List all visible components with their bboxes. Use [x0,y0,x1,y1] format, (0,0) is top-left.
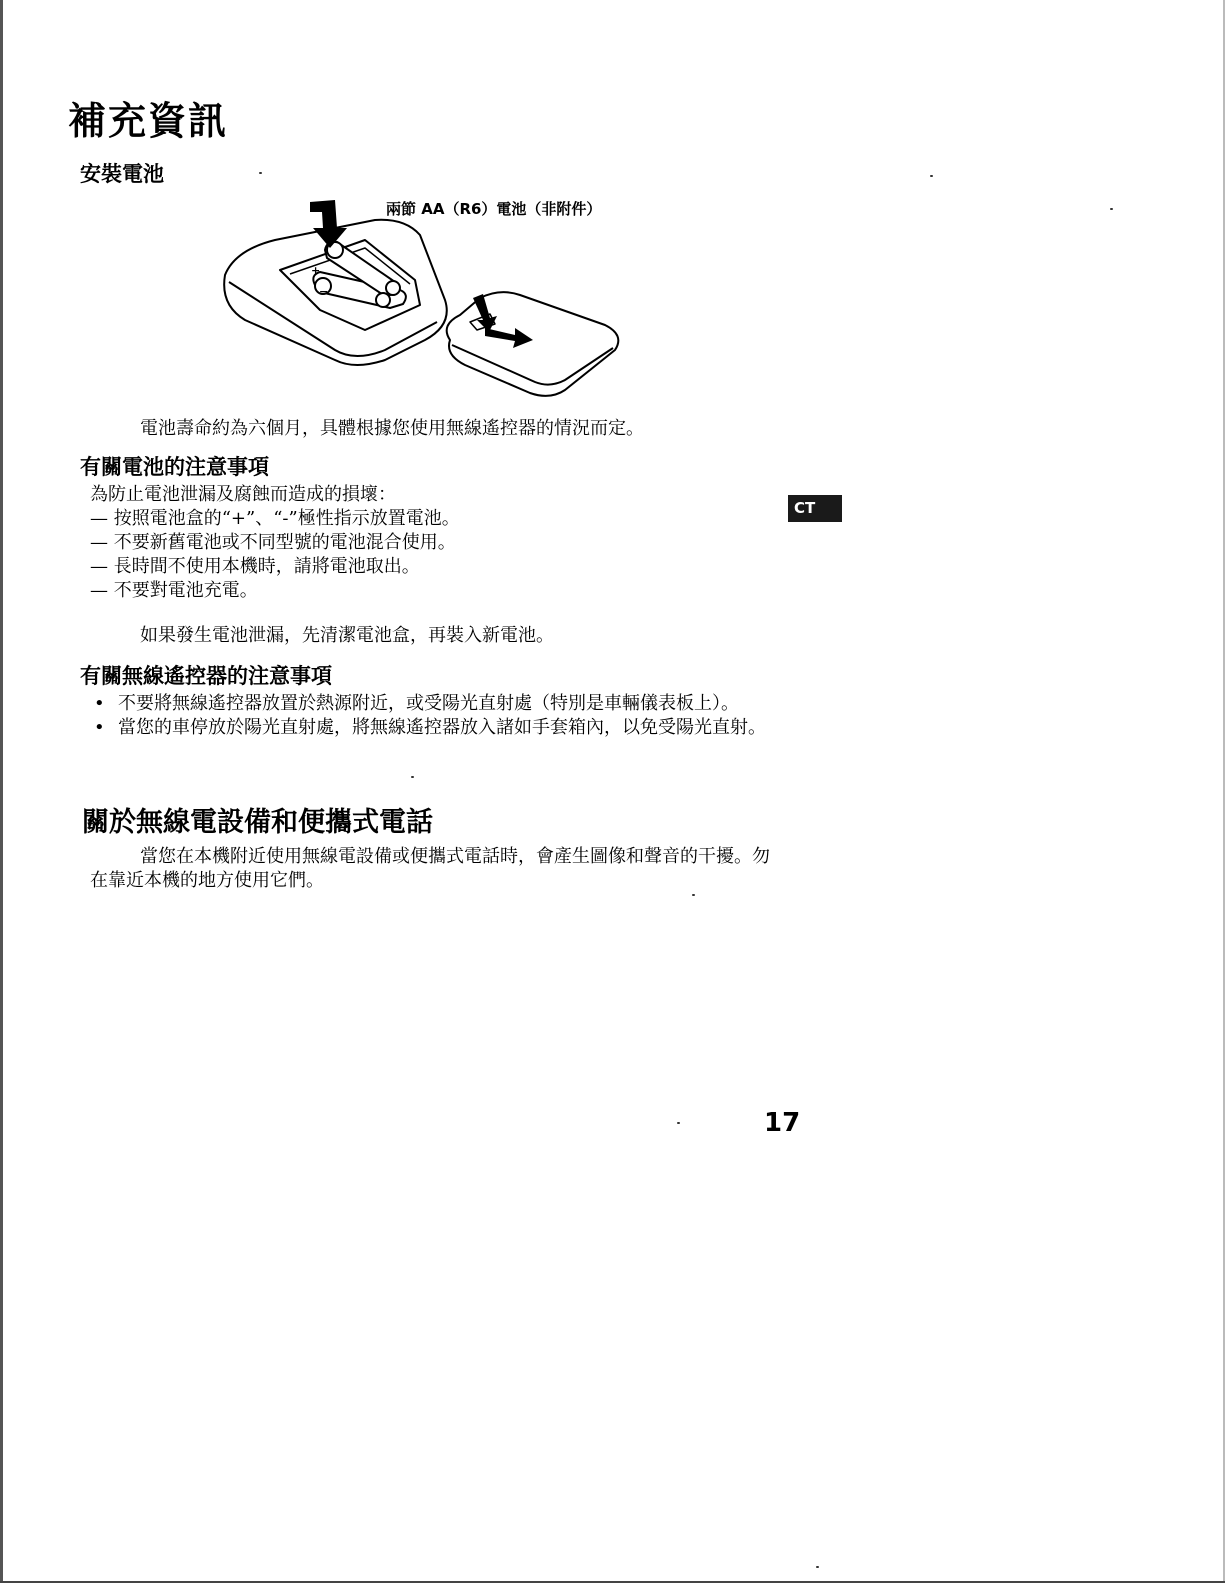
section-heading-install-battery: 安裝電池 [80,162,164,186]
section-heading-remote-caution: 有關無線遙控器的注意事項 [80,664,332,688]
radio-devices-text: 當您在本機附近使用無線電設備或便攜式電話時，會產生圖像和聲音的干擾。勿在靠近本機的地方使用它們。 [90,846,770,891]
list-item-text: 當您的車停放於陽光直射處，將無線遙控器放入諸如手套箱內，以免受陽光直射。 [118,717,766,738]
scan-speck [930,175,933,177]
scan-speck [259,172,262,174]
scan-speck [816,1566,819,1568]
battery-leak-text: 如果發生電池泄漏，先清潔電池盒，再裝入新電池。 [140,625,554,646]
battery-caption: 兩節 AA（R6）電池（非附件） [386,200,602,218]
page-title: 補充資訊 [68,99,229,143]
language-badge: CT [788,495,842,522]
battery-caution-intro: 為防止電池泄漏及腐蝕而造成的損壞： [90,484,396,505]
scan-speck [692,894,695,896]
list-item: — 按照電池盒的“+”、“-”極性指示放置電池。 [90,508,460,529]
battery-caution-list [90,507,460,603]
battery-life-text: 電池壽命約為六個月，具體根據您使用無線遙控器的情況而定。 [140,418,644,439]
svg-text:−: − [319,285,329,298]
page-number: 17 [764,1108,801,1138]
svg-text:+: + [311,264,321,277]
section-heading-radio-devices: 關於無線電設備和便攜式電話 [82,807,433,838]
list-item-text: 不要將無線遙控器放置於熱源附近，或受陽光直射處（特別是車輛儀表板上）。 [118,693,739,714]
bullet-icon: • [94,693,105,714]
list-item: — 不要新舊電池或不同型號的電池混合使用。 [90,532,456,553]
bullet-icon: • [94,717,105,738]
section-heading-battery-caution: 有關電池的注意事項 [80,455,269,479]
page-edge-left [0,0,3,1583]
list-item [90,692,770,716]
scan-speck [1110,208,1113,210]
list-item: — 長時間不使用本機時，請將電池取出。 [90,556,420,577]
remote-caution-list [90,692,770,740]
scan-speck [677,1122,680,1124]
list-item: — 不要對電池充電。 [90,580,258,601]
remote-battery-illustration [215,190,625,400]
list-item [90,716,770,740]
scan-speck [411,776,414,778]
